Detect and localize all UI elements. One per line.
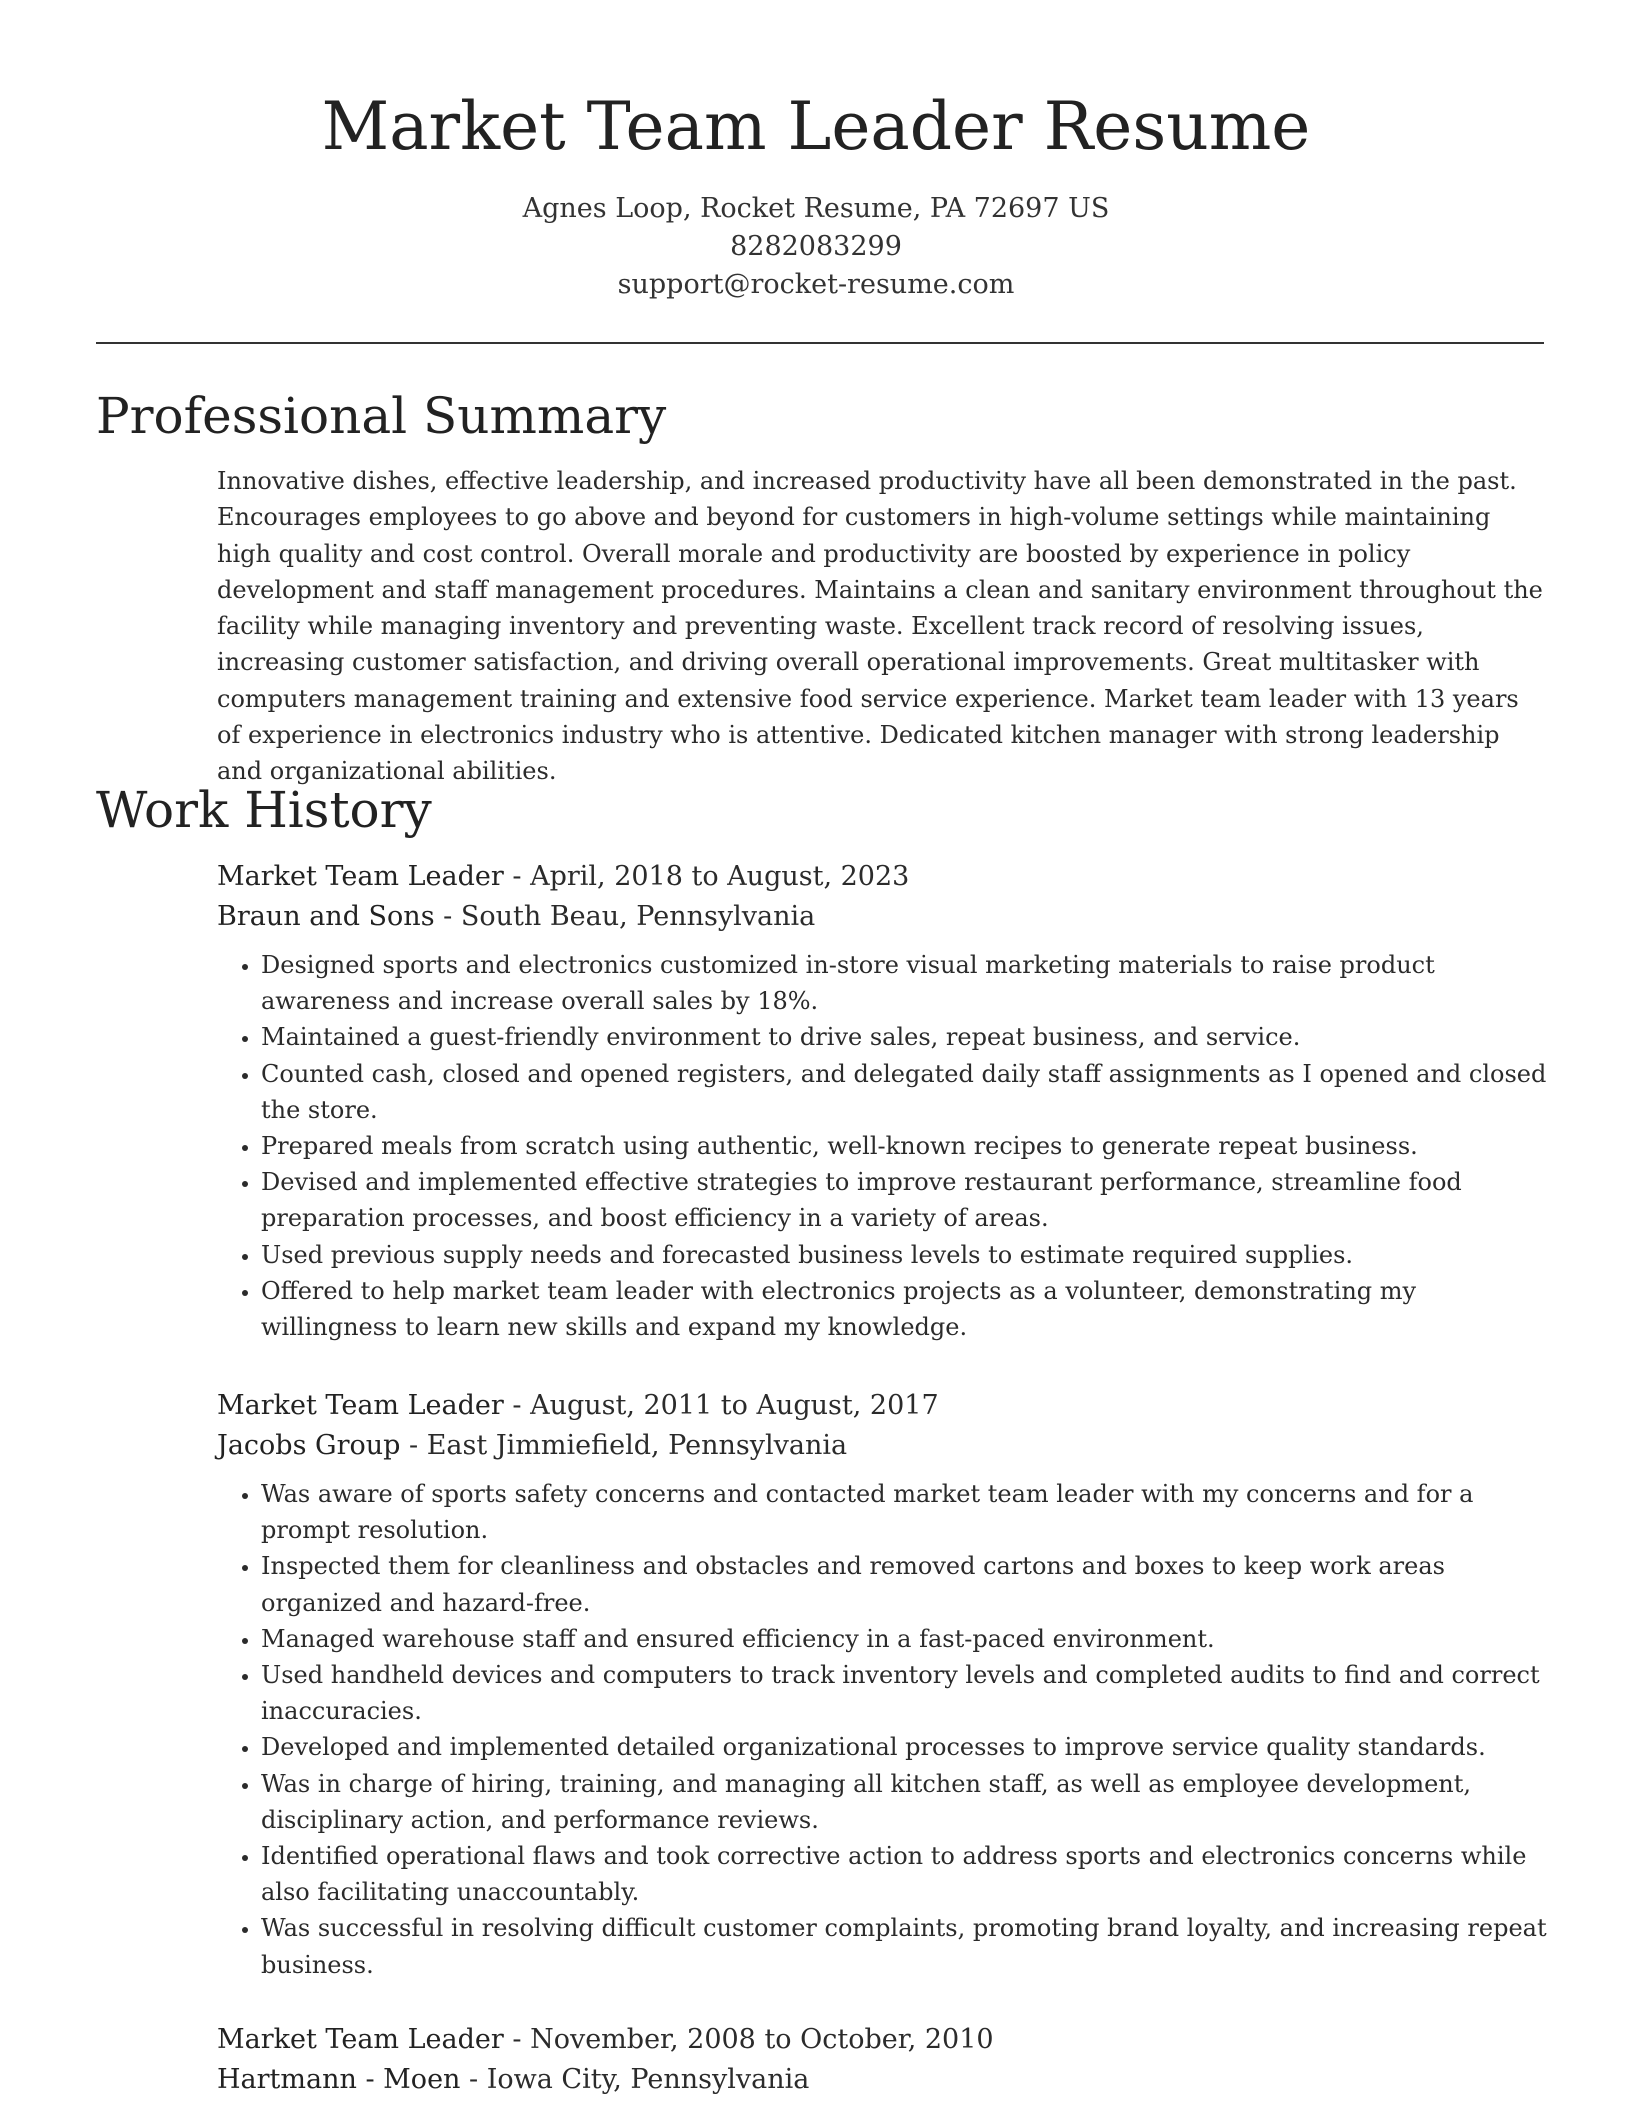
job-bullet: • Offered to help market team leader with electronics projects as a volunteer, demonstrating my willingness to learn new skills and expand my knowledge. xyxy=(261,1273,1549,1345)
job-company-line xyxy=(217,1426,1549,1466)
job-title-line xyxy=(217,2020,1549,2060)
job-bullets xyxy=(217,1476,1549,1983)
job-location: - Iowa City, Pennsylvania xyxy=(460,2064,810,2095)
job-dates: - August, 2011 to August, 2017 xyxy=(503,1390,939,1421)
job-title: Market Team Leader xyxy=(217,1390,504,1421)
job-company: Braun and Sons xyxy=(217,901,435,932)
job-company-line xyxy=(217,897,1549,937)
job-bullet: • Inspected them for cleanliness and obstacles and removed cartons and boxes to keep work areas organized and hazard-free. xyxy=(261,1548,1549,1620)
job-bullet: • Identified operational flaws and took corrective action to address sports and electronics concerns while also facilitating unaccountably. xyxy=(261,1838,1549,1910)
header-divider xyxy=(96,342,1544,344)
job-title: Market Team Leader xyxy=(217,861,504,892)
job-bullet: • Maintained a guest-friendly environment to drive sales, repeat business, and service. xyxy=(261,1019,1549,1055)
job-bullet: • Used previous supply needs and forecasted business levels to estimate required supplies. xyxy=(261,1237,1549,1273)
job-bullet: • Was successful in resolving difficult customer complaints, promoting brand loyalty, and increasing repeat business. xyxy=(261,1910,1549,1982)
job-bullet: • Counted cash, closed and opened registers, and delegated daily staff assignments as I opened and closed the store. xyxy=(261,1056,1549,1128)
job-company: Jacobs Group xyxy=(217,1430,401,1461)
job-location: - East Jimmiefield, Pennsylvania xyxy=(400,1430,848,1461)
summary-text: Innovative dishes, effective leadership, and increased productivity have all been demonstrated in the past. Encourages employees to go above and beyond for customers in high-volume settings while maintaining high quality and cost control. Overall morale and productivity are boosted by experience in policy development and staff management procedures. Maintains a clean and sanitary environment throughout the facility while managing inventory and preventing waste. Excellent track record of resolving issues, increasing customer satisfaction, and driving overall operational improvements. Great multitasker with computers management training and extensive food service experience. Market team leader with 13 years of experience in electronics industry who is attentive. Dedicated kitchen manager with strong leadership and organizational abilities. xyxy=(217,467,1543,785)
job-dates: - April, 2018 to August, 2023 xyxy=(503,861,910,892)
job-bullets xyxy=(217,947,1549,1345)
phone-text: 8282083299 xyxy=(730,231,902,262)
job-title: Market Team Leader xyxy=(217,2024,504,2055)
work-history-heading: Work History xyxy=(96,781,432,839)
job-bullet: • Designed sports and electronics customized in-store visual marketing materials to raise product awareness and increase overall sales by 18%. xyxy=(261,947,1549,1019)
summary-heading: Professional Summary xyxy=(96,387,667,445)
job-dates: - November, 2008 to October, 2010 xyxy=(503,2024,994,2055)
job-entry xyxy=(217,1386,1549,1983)
job-company: Hartmann - Moen xyxy=(217,2064,461,2095)
job-bullet: • Devised and implemented effective strategies to improve restaurant performance, streamline food preparation processes, and boost efficiency in a variety of areas. xyxy=(261,1164,1549,1236)
resume-title: Market Team Leader Resume xyxy=(321,88,1311,165)
job-company-line xyxy=(217,2060,1549,2100)
job-bullet: • Was in charge of hiring, training, and managing all kitchen staff, as well as employee development, disciplinary action, and performance reviews. xyxy=(261,1766,1549,1838)
job-title-line xyxy=(217,1386,1549,1426)
job-bullet: • Used handheld devices and computers to track inventory levels and completed audits to find and correct inaccuracies. xyxy=(261,1657,1549,1729)
job-title-line xyxy=(217,857,1549,897)
job-bullet: • Was aware of sports safety concerns and contacted market team leader with my concerns and for a prompt resolution. xyxy=(261,1476,1549,1548)
contact-block xyxy=(0,190,1632,304)
email-text: support@rocket-resume.com xyxy=(617,269,1015,300)
job-entry xyxy=(217,857,1549,1345)
job-bullet: • Managed warehouse staff and ensured efficiency in a fast-paced environment. xyxy=(261,1621,1549,1657)
job-entry xyxy=(217,2020,1549,2100)
job-location: - South Beau, Pennsylvania xyxy=(434,901,816,932)
job-bullet: • Developed and implemented detailed organizational processes to improve service quality standards. xyxy=(261,1729,1549,1765)
address-text: Agnes Loop, Rocket Resume, PA 72697 US xyxy=(522,193,1110,224)
job-bullet: • Prepared meals from scratch using authentic, well-known recipes to generate repeat business. xyxy=(261,1128,1549,1164)
